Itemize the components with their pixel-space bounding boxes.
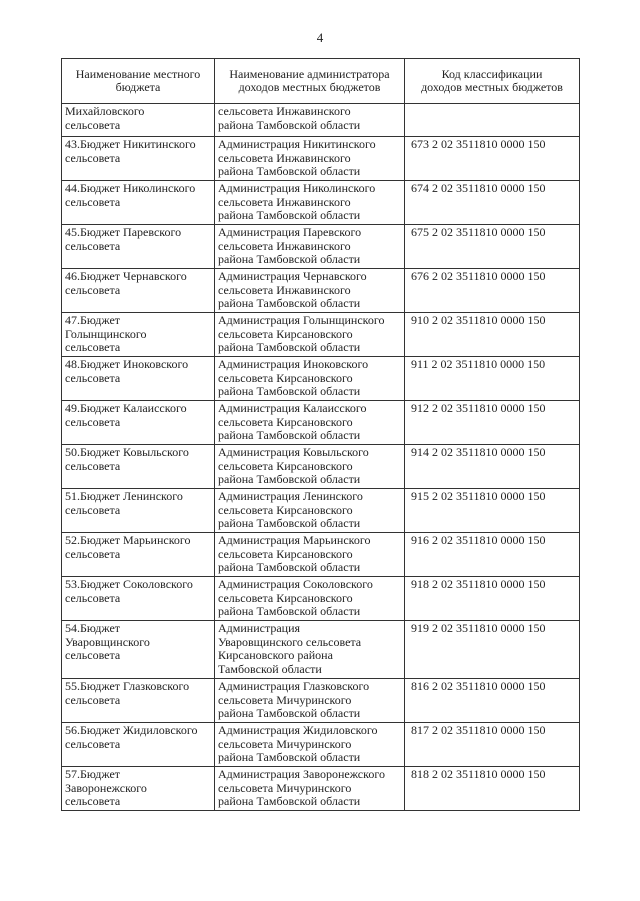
budget-name-cell: 57.Бюджет Заворонежского сельсовета [62,767,215,811]
code-cell: 914 2 02 3511810 0000 150 [405,445,580,489]
code-cell: 919 2 02 3511810 0000 150 [405,621,580,679]
budget-name-cell: 43.Бюджет Никитинского сельсовета [62,137,215,181]
table-row [62,181,580,225]
page-number: 4 [316,30,324,45]
budget-name-cell: 44.Бюджет Николинского сельсовета [62,181,215,225]
administrator-cell: Администрация Никитинского сельсовета Инжавинского района Тамбовской области [215,137,405,181]
budget-name-cell: 49.Бюджет Калаисского сельсовета [62,401,215,445]
code-cell: 676 2 02 3511810 0000 150 [405,269,580,313]
administrator-cell: Администрация Николинского сельсовета Инжавинского района Тамбовской области [215,181,405,225]
table-row [62,269,580,313]
budget-name-cell: 48.Бюджет Иноковского сельсовета [62,357,215,401]
table-row [62,577,580,621]
code-cell: 911 2 02 3511810 0000 150 [405,357,580,401]
budget-table [61,58,580,811]
code-cell: 674 2 02 3511810 0000 150 [405,181,580,225]
administrator-cell: сельсовета Инжавинского района Тамбовской области [215,104,405,137]
header-administrator: Наименование администратора доходов местных бюджетов [215,59,405,104]
table-row [62,357,580,401]
administrator-cell: Администрация Паревского сельсовета Инжавинского района Тамбовской области [215,225,405,269]
table-row [62,533,580,577]
budget-name-cell: 56.Бюджет Жидиловского сельсовета [62,723,215,767]
budget-name-cell: Михайловского сельсовета [62,104,215,137]
administrator-cell: Администрация Глазковского сельсовета Мичуринского района Тамбовской области [215,679,405,723]
administrator-cell: Администрация Иноковского сельсовета Кирсановского района Тамбовской области [215,357,405,401]
administrator-cell: Администрация Марьинского сельсовета Кирсановского района Тамбовской области [215,533,405,577]
code-cell: 910 2 02 3511810 0000 150 [405,313,580,357]
table-header-row [62,59,580,104]
table-row [62,137,580,181]
header-classification-code: Код классификации доходов местных бюджетов [405,59,580,104]
code-cell: 817 2 02 3511810 0000 150 [405,723,580,767]
table-row [62,723,580,767]
budget-name-cell: 46.Бюджет Чернавского сельсовета [62,269,215,313]
table-row [62,401,580,445]
table-row [62,104,580,137]
table-row [62,313,580,357]
budget-name-cell: 53.Бюджет Соколовского сельсовета [62,577,215,621]
budget-name-cell: 55.Бюджет Глазковского сельсовета [62,679,215,723]
administrator-cell: Администрация Ленинского сельсовета Кирсановского района Тамбовской области [215,489,405,533]
code-cell: 915 2 02 3511810 0000 150 [405,489,580,533]
administrator-cell: Администрация Соколовского сельсовета Кирсановского района Тамбовской области [215,577,405,621]
code-cell: 816 2 02 3511810 0000 150 [405,679,580,723]
table-row [62,679,580,723]
budget-name-cell: 50.Бюджет Ковыльского сельсовета [62,445,215,489]
header-budget-name: Наименование местного бюджета [62,59,215,104]
code-cell: 918 2 02 3511810 0000 150 [405,577,580,621]
administrator-cell: Администрация Ковыльского сельсовета Кирсановского района Тамбовской области [215,445,405,489]
administrator-cell: Администрация Чернавского сельсовета Инжавинского района Тамбовской области [215,269,405,313]
table-row [62,489,580,533]
budget-name-cell: 51.Бюджет Ленинского сельсовета [62,489,215,533]
administrator-cell: Администрация Заворонежского сельсовета Мичуринского района Тамбовской области [215,767,405,811]
table-row [62,445,580,489]
budget-name-cell: 54.Бюджет Уваровщинского сельсовета [62,621,215,679]
code-cell: 675 2 02 3511810 0000 150 [405,225,580,269]
administrator-cell: Администрация Уваровщинского сельсовета Кирсановского района Тамбовской области [215,621,405,679]
code-cell: 916 2 02 3511810 0000 150 [405,533,580,577]
administrator-cell: Администрация Голынщинского сельсовета Кирсановского района Тамбовской области [215,313,405,357]
code-cell: 673 2 02 3511810 0000 150 [405,137,580,181]
table-row [62,621,580,679]
budget-name-cell: 45.Бюджет Паревского сельсовета [62,225,215,269]
budget-name-cell: 52.Бюджет Марьинского сельсовета [62,533,215,577]
code-cell: 818 2 02 3511810 0000 150 [405,767,580,811]
administrator-cell: Администрация Калаисского сельсовета Кирсановского района Тамбовской области [215,401,405,445]
table-row [62,767,580,811]
budget-name-cell: 47.Бюджет Голынщинского сельсовета [62,313,215,357]
code-cell [405,104,580,137]
administrator-cell: Администрация Жидиловского сельсовета Мичуринского района Тамбовской области [215,723,405,767]
code-cell: 912 2 02 3511810 0000 150 [405,401,580,445]
table-row [62,225,580,269]
